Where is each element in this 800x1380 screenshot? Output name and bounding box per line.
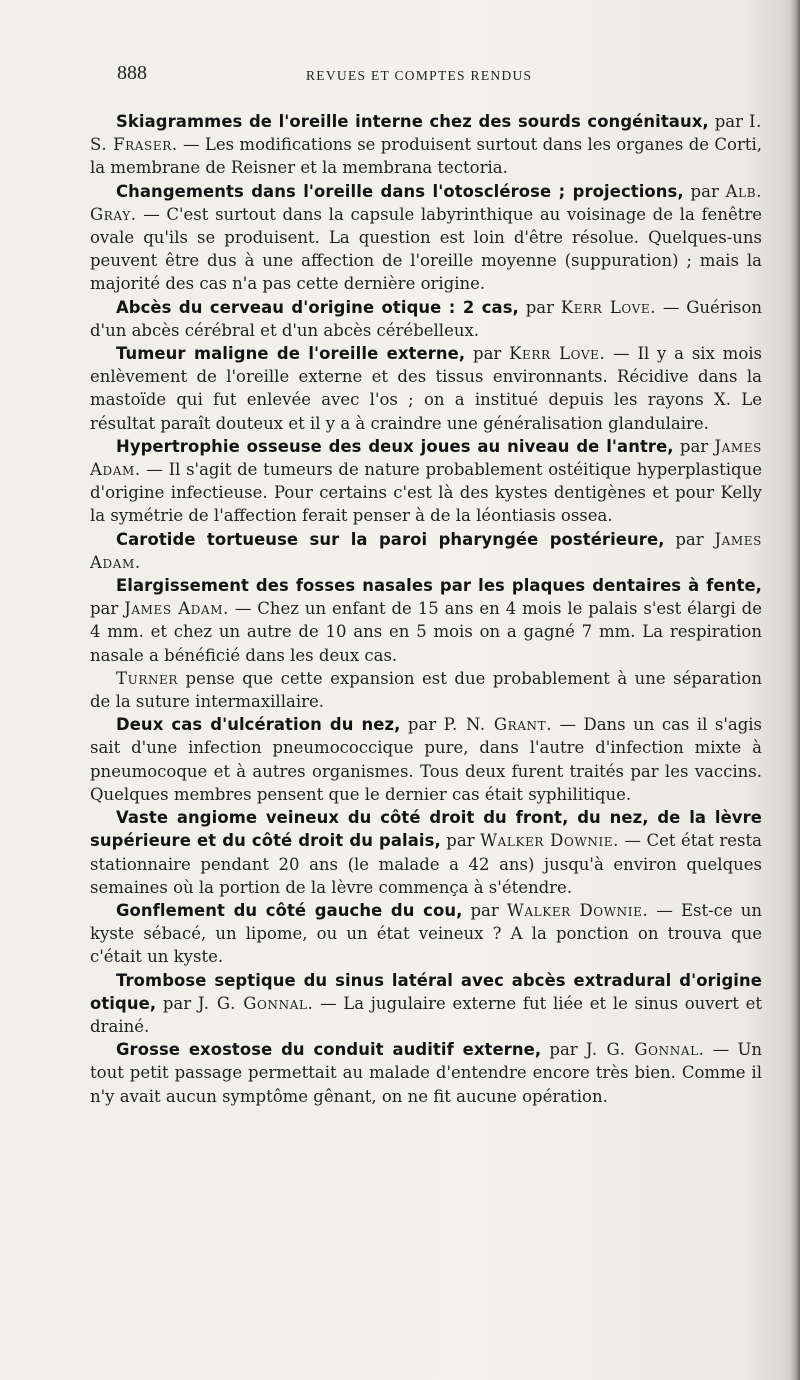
entry-tumeur-maligne [90,342,762,435]
entry-title: Grosse exostose du conduit auditif externe, [116,1040,542,1060]
article-body [90,110,762,1108]
entry-author: Turner [116,668,179,688]
entry-title: Skiagrammes de l'oreille interne chez des sourds congénitaux, [116,112,709,131]
entry-author: J. G. Gonnal. [197,993,314,1013]
page-header [117,62,757,92]
entry-by: par [541,1040,586,1060]
entry-author: J. G. Gonnal. [585,1040,705,1060]
entry-turner-comment [90,667,762,713]
entry-trombose-septique [90,969,762,1039]
entry-title: Hypertrophie osseuse des deux joues au niveau de l'antre, [116,436,674,456]
entry-ulceration-nez [90,713,762,806]
entry-grosse-exostose [90,1038,762,1108]
entry-title: Vaste angiome veineux du côté droit du front, du nez, de la lèvre supérieure et du côté droit du palais, [90,808,762,851]
entry-author: James Adam. [124,599,229,619]
entry-author: Alb. Gray. [90,181,762,224]
entry-text: — Guérison d'un abcès cérébral et d'un abcès cérébelleux. [90,297,763,340]
entry-title: Elargissement des fosses nasales par les plaques dentaires à fente, [116,576,762,596]
page-edge-shadow [790,0,800,1380]
entry-author: I. S. Fraser. [90,112,762,155]
entry-by: par [440,831,481,851]
entry-by: par [673,436,715,456]
entry-by: par [156,993,198,1013]
entry-text: pense que cette expansion est due probablement à une séparation de la suture intermaxillaire. [90,668,762,712]
entry-text: — Il s'agit de tumeurs de nature probablement ostéitique hyperplastique d'origine infectieuse. Pour certains c'est là des kystes dentigènes et pour Kelly la symétrie de l'affection ferait penser à de la léontiasis ossea. [90,460,762,526]
entry-title: Tumeur maligne de l'oreille externe, [116,344,466,364]
entry-by: par [518,297,561,317]
entry-title: Changements dans l'oreille dans l'otosclérose ; projections, [116,181,684,201]
entry-text: — C'est surtout dans la capsule labyrinthique au voisinage de la fenêtre ovale qu'ils se produisent. La question est loin d'être résolue. Quelques-uns peuvent être dus à une affection de l'oreille moyenne (suppuration) ; mais la majorité des cas n'a pas cette dernière origine. [90,204,762,294]
entry-otosclerose [90,180,762,296]
entry-by: par [664,529,715,549]
entry-elargissement-fosses-nasales [90,574,762,667]
entry-by: par [683,181,726,201]
entry-text: — La jugulaire externe fut liée et le sinus ouvert et drainé. [90,993,762,1036]
entry-text: — Il y a six mois enlèvement de l'oreille externe et des tissus environnants. Récidive dans la mastoïde qui fut enlevée avec l'os ; on a institué depuis les rayons X. Le résultat paraît douteux et il y a à craindre une généralisation glandulaire. [90,344,763,433]
entry-text: — Un tout petit passage permettait au malade d'entendre encore très bien. Comme il n'y avait aucun symptôme gênant, on ne fit aucune opération. [90,1040,762,1106]
entry-author: Kerr Love. [509,344,606,364]
entry-author: James Adam. [90,529,762,572]
entry-angiome-veineux [90,806,762,899]
entry-by: par [462,900,507,920]
page-number: 888 [117,62,147,84]
entry-text: — Cet état resta stationnaire pendant 20 ans (le malade a 42 ans) jusqu'à environ quelques semaines où la portion de la lèvre commença à s'étendre. [90,831,762,897]
running-head: REVUES ET COMPTES RENDUS [306,68,533,83]
entry-carotide-tortueuse [90,528,762,574]
entry-title: Trombose septique du sinus latéral avec abcès extradural d'origine otique, [90,970,762,1013]
entry-title: Deux cas d'ulcération du nez, [116,715,401,735]
entry-abces-cerveau [90,296,762,342]
entry-title: Abcès du cerveau d'origine otique : 2 cas, [116,297,519,317]
entry-by: par [90,599,125,619]
entry-skiagrammes [90,110,762,180]
entry-hypertrophie-osseuse [90,435,762,528]
entry-by: par [400,715,444,735]
entry-author: P. N. Grant. [443,715,553,735]
entry-by: par [708,112,750,131]
entry-author: Kerr Love. [560,297,657,317]
entry-text: — Chez un enfant de 15 ans en 4 mois le palais s'est élargi de 4 mm. et chez un autre de 10 ans en 5 mois on a gagné 7 mm. La respiration nasale a bénéficié dans les deux cas. [90,599,762,665]
entry-author: Walker Downie. [480,831,620,851]
entry-author: Walker Downie. [506,900,649,920]
entry-text: — Est-ce un kyste sébacé, un lipome, ou un état veineux ? A la ponction on trouva que c'était un kyste. [90,900,762,967]
entry-title: Carotide tortueuse sur la paroi pharyngée postérieure, [116,529,665,549]
entry-by: par [465,344,510,364]
entry-title: Gonflement du côté gauche du cou, [116,900,463,920]
entry-author: James Adam. [90,436,762,480]
entry-gonflement-cou [90,899,762,969]
entry-text: — Les modifications se produisent surtout dans les organes de Corti, la membrane de Reisner et la membrana tectoria. [90,135,762,178]
entry-text: — Dans un cas il s'agis sait d'une infection pneumococcique pure, dans l'autre d'infection mixte à pneumocoque et à autres organismes. Tous deux furent traités par les vaccins. Quelques membres pensent que le dernier cas était syphilitique. [90,715,762,804]
